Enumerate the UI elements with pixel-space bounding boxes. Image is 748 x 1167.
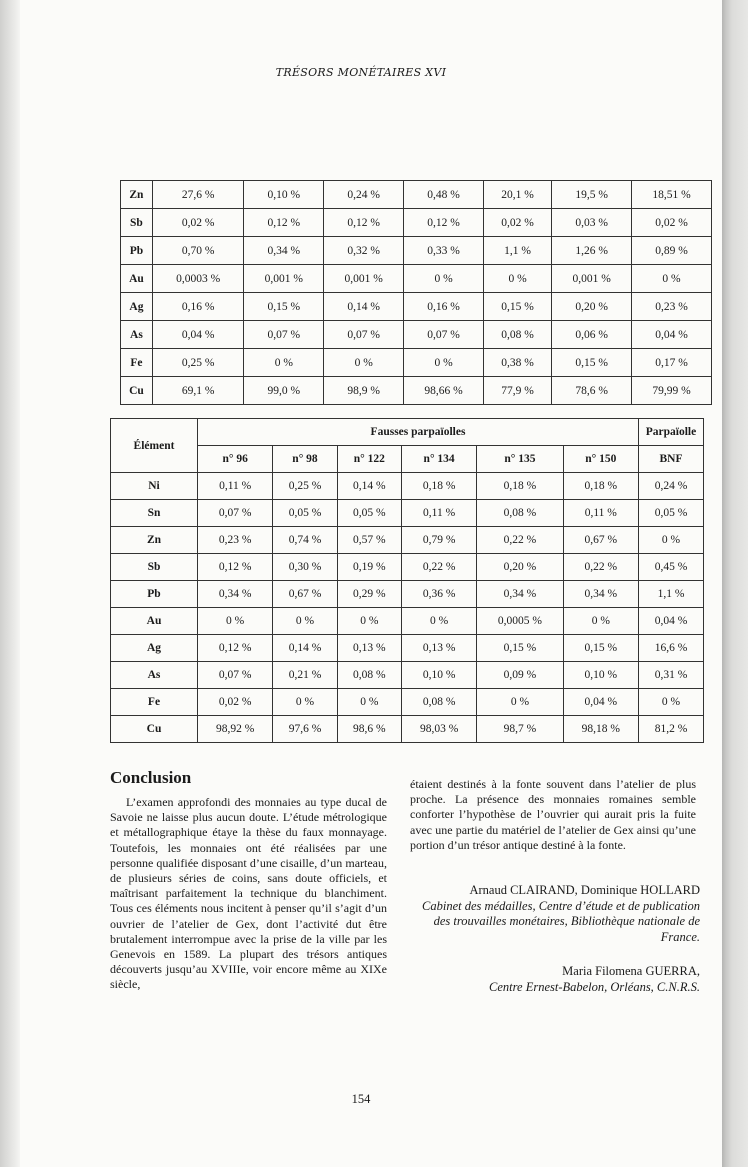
value-cell: 0,14 %	[324, 293, 404, 321]
value-cell: 99,0 %	[244, 377, 324, 405]
table-row	[121, 181, 712, 209]
value-cell: 0,09 %	[477, 662, 563, 689]
value-cell: 0,001 %	[552, 265, 632, 293]
table-row	[121, 209, 712, 237]
value-cell: 0,07 %	[198, 662, 273, 689]
value-cell: 0,16 %	[152, 293, 244, 321]
value-cell: 0,0005 %	[477, 608, 563, 635]
value-cell: 0,25 %	[152, 349, 244, 377]
value-cell: 0,16 %	[404, 293, 484, 321]
table-row	[111, 662, 704, 689]
table-row	[121, 265, 712, 293]
value-cell: 0,34 %	[477, 581, 563, 608]
value-cell: 0,04 %	[639, 608, 704, 635]
table-row	[111, 608, 704, 635]
value-cell: 0,07 %	[198, 500, 273, 527]
author-names: Arnaud CLAIRAND, Dominique HOLLARD	[469, 883, 700, 897]
value-cell: 0,04 %	[632, 321, 712, 349]
value-cell: 0,36 %	[401, 581, 476, 608]
value-cell: 0,07 %	[404, 321, 484, 349]
value-cell: 0,05 %	[273, 500, 337, 527]
value-cell: 0,15 %	[484, 293, 552, 321]
value-cell: 0,21 %	[273, 662, 337, 689]
element-cell: As	[121, 321, 153, 349]
element-cell: Fe	[111, 689, 198, 716]
value-cell: 0 %	[404, 265, 484, 293]
value-cell: 0 %	[244, 349, 324, 377]
value-cell: 0,24 %	[639, 473, 704, 500]
value-cell: 79,99 %	[632, 377, 712, 405]
value-cell: 0,07 %	[244, 321, 324, 349]
value-cell: 0 %	[401, 608, 476, 635]
value-cell: 0,14 %	[337, 473, 401, 500]
value-cell: 0,18 %	[563, 473, 638, 500]
value-cell: 0,10 %	[244, 181, 324, 209]
value-cell: 0,32 %	[324, 237, 404, 265]
value-cell: 0,11 %	[198, 473, 273, 500]
table-row	[111, 581, 704, 608]
element-cell: Au	[121, 265, 153, 293]
table-row	[121, 377, 712, 405]
value-cell: 0,67 %	[563, 527, 638, 554]
value-cell: 0,23 %	[632, 293, 712, 321]
value-cell: 0,15 %	[244, 293, 324, 321]
value-cell: 0,34 %	[244, 237, 324, 265]
element-cell: Cu	[121, 377, 153, 405]
value-cell: 0,04 %	[563, 689, 638, 716]
table-header	[111, 419, 704, 473]
value-cell: 1,1 %	[639, 581, 704, 608]
value-cell: 20,1 %	[484, 181, 552, 209]
value-cell: 0,02 %	[484, 209, 552, 237]
value-cell: 1,26 %	[552, 237, 632, 265]
value-cell: 0,15 %	[477, 635, 563, 662]
value-cell: 0 %	[198, 608, 273, 635]
value-cell: 0,57 %	[337, 527, 401, 554]
value-cell: 0,79 %	[401, 527, 476, 554]
value-cell: 0,22 %	[401, 554, 476, 581]
value-cell: 0,20 %	[552, 293, 632, 321]
fake-parpaiolles-composition-table	[110, 418, 704, 743]
value-cell: 0,12 %	[404, 209, 484, 237]
value-cell: 0,24 %	[324, 181, 404, 209]
value-cell: 97,6 %	[273, 716, 337, 743]
value-cell: 0,22 %	[563, 554, 638, 581]
element-cell: Zn	[121, 181, 153, 209]
author-signature-1	[410, 883, 700, 945]
column-header: n° 134	[401, 446, 476, 473]
element-cell: Sn	[111, 500, 198, 527]
value-cell: 0,45 %	[639, 554, 704, 581]
element-cell: Ag	[121, 293, 153, 321]
value-cell: 0,11 %	[401, 500, 476, 527]
value-cell: 77,9 %	[484, 377, 552, 405]
value-cell: 0,48 %	[404, 181, 484, 209]
value-cell: 0,19 %	[337, 554, 401, 581]
value-cell: 0 %	[273, 608, 337, 635]
value-cell: 81,2 %	[639, 716, 704, 743]
value-cell: 0,12 %	[324, 209, 404, 237]
value-cell: 0,34 %	[198, 581, 273, 608]
column-header: n° 96	[198, 446, 273, 473]
value-cell: 0,05 %	[337, 500, 401, 527]
running-head: TRÉSORS MONÉTAIRES XVI	[275, 66, 447, 79]
value-cell: 0,23 %	[198, 527, 273, 554]
value-cell: 0,13 %	[401, 635, 476, 662]
element-cell: Au	[111, 608, 198, 635]
table-row	[111, 527, 704, 554]
conclusion-heading: Conclusion	[110, 768, 192, 787]
value-cell: 0,67 %	[273, 581, 337, 608]
author-affiliation: Cabinet des médailles, Centre d’étude et de publication des trouvailles monétaires, Bibliothèque nationale de France.	[422, 898, 700, 944]
value-cell: 69,1 %	[152, 377, 244, 405]
value-cell: 0,33 %	[404, 237, 484, 265]
value-cell: 0,07 %	[324, 321, 404, 349]
value-cell: 0,04 %	[152, 321, 244, 349]
value-cell: 0,25 %	[273, 473, 337, 500]
value-cell: 0,12 %	[198, 554, 273, 581]
value-cell: 0,13 %	[337, 635, 401, 662]
conclusion-right-column: étaient destinés à la fonte souvent dans l’atelier de plus proche. La présence des monnaies romaines semble conforter l’hypothèse de l’ouvrier qui aurait pris la fuite avec une partie du matériel de l’atelier de Gex ainsi qu’une portion d’un trésor antique destiné à la fonte.	[410, 777, 696, 852]
value-cell: 18,51 %	[632, 181, 712, 209]
value-cell: 0,11 %	[563, 500, 638, 527]
value-cell: 98,03 %	[401, 716, 476, 743]
value-cell: 0,02 %	[632, 209, 712, 237]
element-cell: Pb	[111, 581, 198, 608]
value-cell: 0 %	[477, 689, 563, 716]
value-cell: 0 %	[632, 265, 712, 293]
value-cell: 0 %	[639, 527, 704, 554]
element-column-header: Élément	[111, 419, 198, 473]
value-cell: 0,31 %	[639, 662, 704, 689]
conclusion-left-column: L’examen approfondi des monnaies au type ducal de Savoie ne laisse plus aucun doute. L’étude métrologique et métallographique étaye la thèse du faux monnayage. Toutefois, les monnaies ont été réalisées par une personne qualifiée disposant d’une cisaille, d’un marteau, de plusieurs séries de coins, sans doute officiels, et maîtrisant parfaitement la technique du blanchiment. Tous ces éléments nous incitent à penser qu’il s’agit d’un ouvrier de l’atelier de Gex, dont l’activité dut être brutalement interrompue avec la prise de la ville par les Genevois en 1589. La plupart des trésors antiques découverts jusqu’au XVIIIe, voir encore même au XIXe siècle,	[110, 795, 387, 992]
value-cell: 1,1 %	[484, 237, 552, 265]
value-cell: 0,0003 %	[152, 265, 244, 293]
table-row	[111, 689, 704, 716]
value-cell: 0,10 %	[401, 662, 476, 689]
value-cell: 0 %	[337, 608, 401, 635]
element-cell: As	[111, 662, 198, 689]
value-cell: 98,7 %	[477, 716, 563, 743]
value-cell: 0,17 %	[632, 349, 712, 377]
element-cell: Zn	[111, 527, 198, 554]
value-cell: 0,15 %	[563, 635, 638, 662]
table-row	[121, 293, 712, 321]
value-cell: 0,12 %	[244, 209, 324, 237]
value-cell: 98,6 %	[337, 716, 401, 743]
value-cell: 0,06 %	[552, 321, 632, 349]
table-header-row	[111, 419, 704, 446]
table-row	[121, 349, 712, 377]
value-cell: 0 %	[639, 689, 704, 716]
column-header: n° 150	[563, 446, 638, 473]
value-cell: 0,30 %	[273, 554, 337, 581]
column-header: n° 135	[477, 446, 563, 473]
column-header: BNF	[639, 446, 704, 473]
value-cell: 98,66 %	[404, 377, 484, 405]
element-cell: Cu	[111, 716, 198, 743]
value-cell: 0,10 %	[563, 662, 638, 689]
value-cell: 0,08 %	[401, 689, 476, 716]
value-cell: 0,02 %	[198, 689, 273, 716]
value-cell: 0 %	[563, 608, 638, 635]
value-cell: 0,02 %	[152, 209, 244, 237]
value-cell: 0 %	[404, 349, 484, 377]
table-row	[111, 500, 704, 527]
table-row	[111, 473, 704, 500]
reference-group-header: Parpaïolle	[639, 419, 704, 446]
value-cell: 0,38 %	[484, 349, 552, 377]
table-row	[121, 237, 712, 265]
composition-table-continued	[120, 180, 712, 405]
value-cell: 0 %	[337, 689, 401, 716]
value-cell: 0,15 %	[552, 349, 632, 377]
value-cell: 0,08 %	[337, 662, 401, 689]
column-header: n° 122	[337, 446, 401, 473]
composition-table-body	[121, 181, 712, 405]
value-cell: 0,001 %	[324, 265, 404, 293]
value-cell: 19,5 %	[552, 181, 632, 209]
value-cell: 0,12 %	[198, 635, 273, 662]
value-cell: 0,03 %	[552, 209, 632, 237]
fake-group-header: Fausses parpaïolles	[198, 419, 639, 446]
table-row	[121, 321, 712, 349]
element-cell: Fe	[121, 349, 153, 377]
element-cell: Pb	[121, 237, 153, 265]
value-cell: 0,34 %	[563, 581, 638, 608]
table-row	[111, 635, 704, 662]
value-cell: 98,92 %	[198, 716, 273, 743]
value-cell: 0 %	[273, 689, 337, 716]
value-cell: 0,70 %	[152, 237, 244, 265]
author-affiliation: Centre Ernest-Babelon, Orléans, C.N.R.S.	[489, 979, 700, 994]
table-row	[111, 716, 704, 743]
value-cell: 78,6 %	[552, 377, 632, 405]
page-number: 154	[351, 1092, 371, 1106]
element-cell: Sb	[111, 554, 198, 581]
element-cell: Ni	[111, 473, 198, 500]
value-cell: 98,9 %	[324, 377, 404, 405]
value-cell: 0,22 %	[477, 527, 563, 554]
value-cell: 0,08 %	[484, 321, 552, 349]
value-cell: 0,05 %	[639, 500, 704, 527]
value-cell: 0,20 %	[477, 554, 563, 581]
table-column-header-row	[111, 446, 704, 473]
author-signature-2	[410, 964, 700, 995]
page-gutter-shadow	[0, 0, 20, 1167]
value-cell: 0 %	[484, 265, 552, 293]
next-page-edge	[722, 0, 748, 1167]
value-cell: 0,29 %	[337, 581, 401, 608]
value-cell: 0,001 %	[244, 265, 324, 293]
value-cell: 27,6 %	[152, 181, 244, 209]
value-cell: 0,08 %	[477, 500, 563, 527]
element-cell: Ag	[111, 635, 198, 662]
value-cell: 0,18 %	[477, 473, 563, 500]
value-cell: 16,6 %	[639, 635, 704, 662]
composition-table-body	[111, 473, 704, 743]
element-cell: Sb	[121, 209, 153, 237]
column-header: n° 98	[273, 446, 337, 473]
author-names: Maria Filomena GUERRA,	[562, 964, 700, 978]
value-cell: 0 %	[324, 349, 404, 377]
value-cell: 0,14 %	[273, 635, 337, 662]
value-cell: 98,18 %	[563, 716, 638, 743]
value-cell: 0,18 %	[401, 473, 476, 500]
table-row	[111, 554, 704, 581]
value-cell: 0,89 %	[632, 237, 712, 265]
value-cell: 0,74 %	[273, 527, 337, 554]
